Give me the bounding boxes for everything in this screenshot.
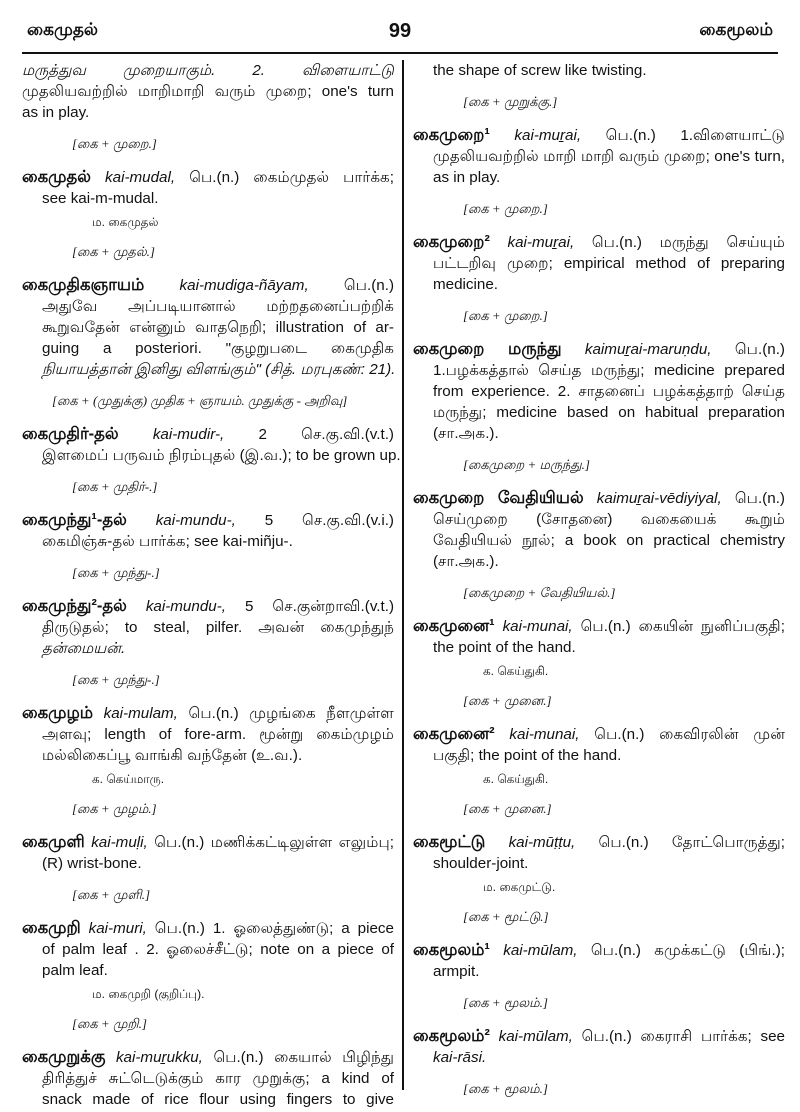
- definition-line: kai-rāsi.: [433, 1049, 487, 1066]
- etymology: [கை + முதல்.]: [72, 244, 155, 259]
- dictionary-entry: [22, 424, 401, 496]
- right-column: [413, 60, 785, 1112]
- definition-text: பெ.(n.) தோட்பொருத்து;: [598, 834, 785, 851]
- definition-line: நியாயத்தான் இனிது விளங்கும்" (சித். மரபுகண்: 21).: [42, 361, 396, 378]
- etymology: [கை + முனை.]: [463, 801, 552, 816]
- etymology: [கை + முளி.]: [72, 887, 151, 902]
- etymology: [கை + மூலம்.]: [463, 1081, 548, 1096]
- dictionary-entry: [413, 724, 785, 818]
- etymology: [கை + முறை.]: [463, 201, 548, 216]
- definition-line: கைமிஞ்சு-தல் பார்க்க; see kai-miñju-.: [42, 533, 293, 550]
- definition-line: armpit.: [433, 963, 480, 980]
- dictionary-entry: [413, 125, 785, 218]
- etymology: [கை + முறை.]: [463, 308, 548, 323]
- dictionary-entry: [413, 832, 785, 926]
- transliteration: kai-munai,: [509, 726, 580, 743]
- headword: கைமுறுக்கு: [22, 1048, 106, 1066]
- transliteration: kai-mundu-,: [145, 598, 226, 615]
- etymology: [கைமுறை + மருந்து.]: [463, 457, 590, 472]
- headword: கைமுறை¹: [413, 126, 490, 144]
- transliteration: kaimuṟai-maruṇdu,: [584, 341, 712, 358]
- etymology: [கைமுறை + வேதியியல்.]: [463, 585, 616, 600]
- etymology: [கை + முறை.]: [72, 136, 157, 151]
- definition-text: 5 செ.கு.வி.(v.i.): [264, 512, 394, 529]
- definition-text: பெ.(n.) 1. ஓலைத்துண்டு; a piece: [154, 920, 394, 937]
- headword: கைமூலம்²: [413, 1027, 490, 1045]
- definition-text: பெ.(n.) மருந்து செய்யும்: [591, 234, 785, 251]
- definition-line: of palm leaf . 2. ஓலைச்சீட்டு; note on a piece of: [42, 941, 394, 958]
- headword: கைமுறி: [22, 919, 81, 937]
- definition-line: as in play.: [433, 169, 501, 186]
- definition-text: 2 செ.கு.வி.(v.t.): [258, 426, 394, 443]
- definition-text: பெ.(n.): [343, 277, 394, 294]
- transliteration: kai-mudiga-ñāyam,: [179, 277, 309, 294]
- definition-line: முதலியவற்றில் மாறிமாறி வரும் முறை; one's turn: [22, 83, 394, 100]
- etymology: [கை + முந்து-.]: [72, 672, 160, 687]
- cognate: ம. கைமுதல்: [92, 215, 159, 229]
- headword: கைமுதிகஞாயம்: [22, 276, 145, 294]
- headword: கைமுழம்: [22, 704, 94, 722]
- dictionary-entry: [22, 703, 394, 818]
- definition-line: வேதியியல் நூல்; a book on practical chemistry: [433, 532, 785, 549]
- definition-text: பெ.(n.) மணிக்கட்டிலுள்ள எலும்பு;: [154, 834, 394, 851]
- transliteration: kai-mūlam,: [503, 942, 578, 959]
- definition-line: palm leaf.: [42, 962, 108, 979]
- dictionary-entry: [22, 510, 394, 582]
- definition-text: பெ.(n.) கைராசி பார்க்க; see: [581, 1028, 785, 1045]
- definition-text: பெ.(n.) கையால் பிழிந்து: [213, 1049, 394, 1066]
- page-number: 99: [388, 20, 412, 42]
- transliteration: kai-mudir-,: [152, 426, 225, 443]
- transliteration: kai-munai,: [502, 618, 573, 635]
- cognate: க. கெய்மாரு.: [92, 772, 165, 786]
- page-header: [0, 0, 800, 52]
- definition-line: அதுவே அப்படியானால் மற்றதனைப்பற்றிக்: [42, 298, 394, 315]
- headword: கைமுதிர்-தல்: [22, 425, 119, 443]
- headword: கைமுறை மருந்து: [413, 340, 562, 358]
- transliteration: kai-mundu-,: [155, 512, 236, 529]
- headword: கைமுறை²: [413, 233, 490, 251]
- dictionary-entry: [413, 488, 785, 602]
- headword: கைமூட்டு: [413, 833, 486, 851]
- definition-line: (சா.அக.).: [433, 425, 499, 442]
- definition-line: as in play.: [22, 104, 90, 121]
- etymology: [கை + முதிர்-.]: [72, 479, 158, 494]
- definition-line: see kai-m-mudal.: [42, 190, 159, 207]
- dictionary-entry: [22, 167, 394, 261]
- headword: கைமுந்து¹-தல்: [22, 511, 127, 529]
- definition-line: medicine.: [433, 276, 498, 293]
- definition-line: from experience. 2. சாதனைப் பழக்கத்தாற் செய்த: [433, 383, 785, 400]
- definition-line: (R) wrist-bone.: [42, 855, 142, 872]
- headword: கைமூலம்¹: [413, 941, 490, 959]
- definition-line: பட்டறிவு முறை; empirical method of preparing: [433, 255, 785, 272]
- headword: கைமுனை¹: [413, 617, 495, 635]
- definition-text: பெ.(n.) கையின் நுனிப்பகுதி;: [580, 618, 785, 635]
- headword: கைமுறை வேதியியல்: [413, 489, 584, 507]
- header-rule: [22, 52, 778, 54]
- dictionary-entry: [22, 596, 394, 689]
- transliteration: kai-mūṭṭu,: [508, 834, 576, 851]
- dictionary-entry: [413, 616, 785, 710]
- column-divider: [402, 60, 404, 1090]
- cognate: ம. கைமுட்டு.: [483, 880, 556, 894]
- entry-continuation: [413, 60, 785, 111]
- right-guide-word: கைமூலம்: [699, 20, 773, 39]
- etymology: [கை + முழம்.]: [72, 801, 157, 816]
- definition-line: மருந்து; medicine based on habitual preparation: [433, 404, 785, 421]
- definition-line: முதலியவற்றில் மாறி மாறி வரும் முறை; one's turn,: [433, 148, 785, 165]
- dictionary-entry: [413, 232, 785, 325]
- definition-line: தன்மையன்.: [42, 640, 126, 657]
- dictionary-entry: [413, 940, 785, 1012]
- transliteration: kai-muṟai,: [514, 127, 582, 144]
- definition-text: பெ.(n.) கைம்முதல் பார்க்க;: [189, 169, 394, 186]
- etymology: [கை + மூலம்.]: [463, 995, 548, 1010]
- definition-line: கூறுவதேன் என்னும் வாதநெறி; illustration of ar-: [42, 319, 394, 336]
- etymology: [கை + முறுக்கு.]: [463, 94, 558, 109]
- cognate: க. கெய்துகி.: [483, 772, 549, 786]
- cognate: க. கெய்துகி.: [483, 664, 549, 678]
- etymology: [கை + முந்து-.]: [72, 565, 160, 580]
- definition-text: பெ.(n.): [734, 490, 785, 507]
- definition-line: 1.பழக்கத்தால் செய்த மருந்து; medicine prepared: [433, 362, 785, 379]
- definition-line: அளவு; length of fore-arm. மூன்று கைம்முழம்: [42, 726, 394, 743]
- definition-line: திருடுதல்; to steal, pilfer. அவன் கைமுந்துந்: [42, 619, 394, 636]
- etymology: [கை + மூட்டு.]: [463, 909, 549, 924]
- dictionary-entry: [413, 339, 785, 474]
- definition-text: பெ.(n.) கைவிரலின் முன்: [594, 726, 785, 743]
- transliteration: kai-muṟukku,: [115, 1049, 203, 1066]
- dictionary-entry: [22, 275, 394, 410]
- dictionary-entry: [413, 1026, 785, 1098]
- etymology: [கை + முறி.]: [72, 1016, 147, 1031]
- transliteration: kai-muḷi,: [91, 834, 148, 851]
- etymology: [கை + (முதுக்கு) முதிக + ஞாயம். முதுக்கு - அறிவு]: [52, 393, 348, 408]
- dictionary-entry: [22, 918, 394, 1033]
- transliteration: kai-muri,: [88, 920, 147, 937]
- entry-continuation: [22, 60, 394, 153]
- etymology: [கை + முனை.]: [463, 693, 552, 708]
- definition-text: பெ.(n.) கமுக்கட்டு (பிங்.);: [590, 942, 785, 959]
- transliteration: kaimuṟai-vēdiyiyal,: [596, 490, 722, 507]
- headword: கைமுந்து²-தல்: [22, 597, 127, 615]
- headword: கைமுனை²: [413, 725, 495, 743]
- definition-line: shoulder-joint.: [433, 855, 529, 872]
- definition-line: the shape of screw like twisting.: [433, 62, 647, 79]
- dictionary-entry: [22, 832, 394, 904]
- dictionary-entry: [22, 1047, 394, 1110]
- definition-line: the point of the hand.: [433, 639, 576, 656]
- definition-text: 5 செ.குன்றாவி.(v.t.): [244, 598, 394, 615]
- definition-line: இளமைப் பருவம் நிரம்புதல் (இ.வ.); to be grown up.: [42, 447, 401, 464]
- definition-line: மருத்துவ முறையாகும். 2. விளையாட்டு: [22, 62, 394, 79]
- transliteration: kai-mudal,: [105, 169, 176, 186]
- definition-line: snack made of rice flour using fingers to give: [42, 1091, 394, 1108]
- transliteration: kai-mulam,: [103, 705, 178, 722]
- definition-line: guing a posteriori. "குழறுபடை கைமுதிக: [42, 340, 394, 357]
- cognate: ம. கைமுறி (குறிப்பு).: [92, 987, 205, 1001]
- definition-text: பெ.(n.) முழங்கை நீளமுள்ள: [188, 705, 394, 722]
- definition-line: செய்முறை (சோதனை) வகையைக் கூறும்: [433, 511, 785, 528]
- definition-line: (சா.அக.).: [433, 553, 499, 570]
- definition-line: மல்லிகைப்பூ வாங்கி வந்தேன் (உ.வ.).: [42, 747, 303, 764]
- transliteration: kai-mūlam,: [498, 1028, 573, 1045]
- transliteration: kai-muṟai,: [507, 234, 575, 251]
- headword: கைமுளி: [22, 833, 85, 851]
- left-guide-word: கைமுதல்: [27, 20, 99, 39]
- definition-text: பெ.(n.) 1.விளையாட்டு: [605, 127, 785, 144]
- definition-line: திரித்துச் சுட்டெடுக்கும் கார முறுக்கு; a kind of: [42, 1070, 394, 1087]
- definition-line: பகுதி; the point of the hand.: [433, 747, 622, 764]
- headword: கைமுதல்: [22, 168, 91, 186]
- definition-text: பெ.(n.): [734, 341, 785, 358]
- left-column: [22, 60, 401, 1110]
